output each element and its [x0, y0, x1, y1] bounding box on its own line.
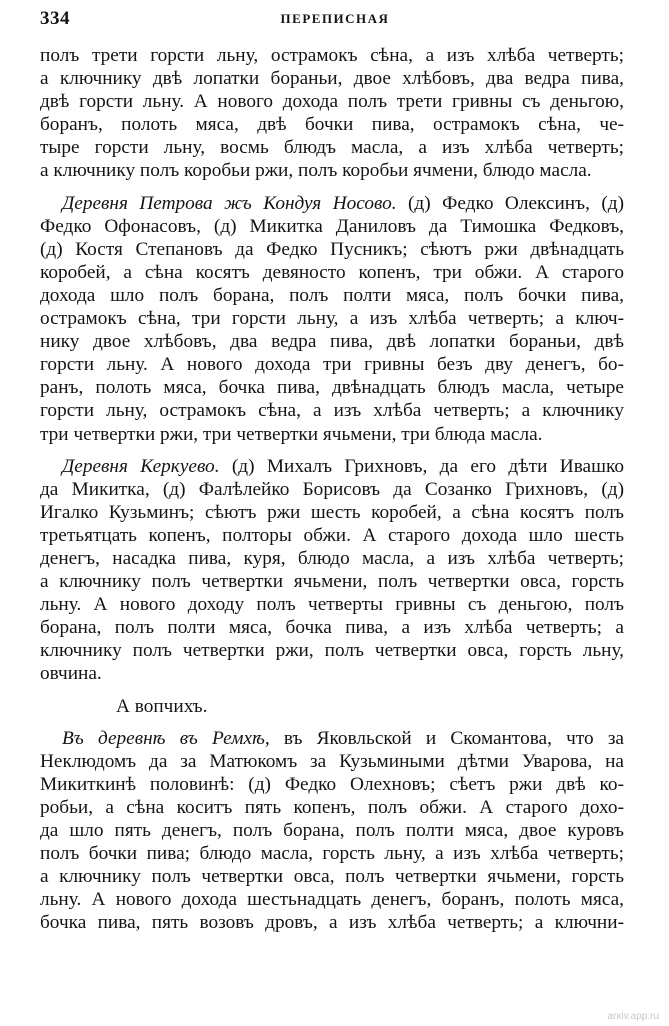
text-line: бочка пива, пять возовъ дровъ, а изъ хлѣба четверть; а ключни-: [40, 912, 624, 934]
text-body: [40, 44, 624, 934]
section-heading: А вопчихъ.: [116, 695, 208, 717]
text-line: Игалко Кузьминъ; сѣютъ ржи шесть коробей, а сѣна косятъ полъ: [40, 501, 624, 523]
text-line: коробей, а сѣна косятъ девяносто копенъ, три обжи. А старого: [40, 261, 624, 283]
text-line: а ключнику полъ четвертки ячьмени, полъ четвертки овса, горсть: [40, 571, 624, 593]
text-line: денегъ, насадка пива, куря, блюдо масла, а изъ хлѣба четверть;: [40, 547, 624, 569]
text-line: три четвертки ржи, три четвертки ячьмени, три блюда масла.: [40, 423, 543, 445]
text-line: [40, 455, 624, 478]
village-name: Въ деревнѣ въ Ремхѣ,: [62, 727, 270, 749]
line-text: двѣ горсти льну. А нового дохода полъ трети гривны съ деньгою,: [40, 91, 624, 113]
text-line: а ключнику полъ коробьи ржи, полъ коробьи ячмени, блюдо масла.: [40, 160, 592, 182]
paragraph: [40, 455, 624, 686]
village-name: Деревня Керкуево.: [62, 455, 220, 477]
paragraph: [40, 727, 624, 935]
text-line: робьи, а сѣна коситъ пять копенъ, полъ обжи. А старого дохо-: [40, 796, 624, 818]
text-line: [40, 727, 624, 750]
text-line: тыре горсти льну, восмь блюдъ масла, а изъ хлѣба четверть;: [40, 137, 624, 159]
text-line: горсти льну, острамокъ сѣна, а изъ хлѣба четверть; а ключнику: [40, 400, 624, 422]
text-line: льну. А нового доходу полъ четверты гривны съ деньгою, полъ: [40, 594, 624, 616]
text-line: дохода шло полъ борана, полъ полти мяса, полъ бочки пива,: [40, 284, 624, 306]
text-line: [40, 192, 624, 215]
text-line: ранъ, полоть мяса, бочка пива, двѣнадцать блюдъ масла, четыре: [40, 377, 624, 399]
paragraph: [40, 192, 624, 446]
text-line: горсти льну. А нового дохода три гривны безъ дву денегъ, бо-: [40, 354, 624, 376]
page-number: 334: [40, 8, 70, 29]
text-line: а ключнику полъ четвертки овса, полъ четвертки ячьмени, горсть: [40, 866, 624, 888]
watermark: arxiv.app.ru: [607, 1011, 659, 1022]
text-line: да шло пять денегъ, полъ борана, полъ полти мяса, двое куровъ: [40, 820, 624, 841]
paragraph: [40, 44, 624, 183]
village-name: Деревня Петрова жъ Кондуя Носово.: [62, 192, 397, 214]
line-text: (д) Федко Олексинъ, (д): [396, 192, 624, 214]
text-line: [40, 90, 624, 113]
text-line: Федко Офонасовъ, (д) Микитка Даниловъ да Тимошка Федковъ,: [40, 215, 624, 237]
text-line: полъ трети горсти льну, острамокъ сѣна, а изъ хлѣба четверть;: [40, 45, 624, 66]
running-head: [40, 8, 630, 32]
text-line: острамокъ сѣна, три горсти льну, а изъ хлѣба четверть; а ключ-: [40, 308, 624, 330]
text-line: полъ бочки пива; блюдо масла, горсть льну, а изъ хлѣба четверть;: [40, 843, 624, 865]
text-line: третьятцать копенъ, полторы обжи. А старого дохода шло шесть: [40, 524, 624, 546]
text-line: Неклюдомъ да за Матюкомъ за Кузьмиными дѣтми Уварова, на: [40, 750, 624, 772]
text-line: льну. А нового дохода шестьнадцать денегъ, боранъ, полоть мяса,: [40, 889, 624, 911]
text-line: борана, полъ полти мяса, бочка пива, а изъ хлѣба четверть; а: [40, 617, 624, 639]
text-line: ключнику полъ четвертки ржи, полъ четвертки овса, горсть льну,: [40, 640, 624, 662]
text-line: да Микитка, (д) Фалѣлейко Борисовъ да Созанко Грихновъ, (д): [40, 478, 624, 500]
line-text: въ Яковльской и Скомантова, что за: [269, 727, 624, 749]
line-text: (д) Михалъ Грихновъ, да его дѣти Ивашко: [219, 455, 624, 477]
text-line: (д) Костя Степановъ да Федко Пусникъ; сѣютъ ржи двѣнадцать: [40, 238, 624, 260]
text-line: а ключнику двѣ лопатки бораньи, двое хлѣбовъ, два ведра пива,: [40, 68, 624, 90]
text-line: овчина.: [40, 663, 102, 685]
text-line: Микиткинѣ половинѣ: (д) Федко Олехновъ; сѣетъ ржи двѣ ко-: [40, 773, 624, 795]
text-line: нику двое хлѣбовъ, два ведра пива, двѣ лопатки бораньи, двѣ: [40, 331, 624, 353]
text-line: боранъ, полоть мяса, двѣ бочки пива, острамокъ сѣна, че-: [40, 114, 624, 136]
running-title: ПЕРЕПИСНАЯ: [280, 11, 390, 26]
